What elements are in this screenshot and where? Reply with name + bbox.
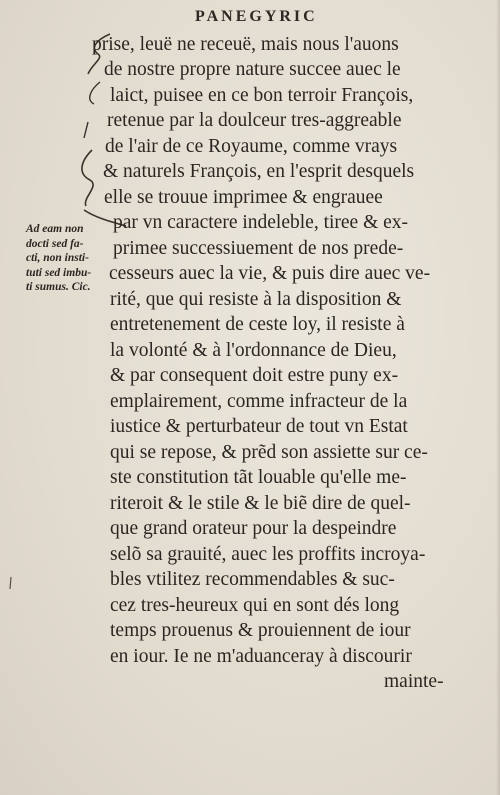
text-line: iustice & perturbateur de tout vn Estat <box>110 416 408 437</box>
text-line: selõ sa grauité, auec les proffits incroya- <box>110 544 426 565</box>
text-line: retenue par la doulceur tres-aggreable <box>107 110 402 131</box>
marginal-note <box>26 222 114 295</box>
text-line: de nostre propre nature succee auec le <box>104 59 401 80</box>
text-line: cez tres-heureux qui en sont dés long <box>110 595 400 616</box>
catchword: mainte- <box>384 671 444 692</box>
marginal-note-line: docti sed fa- <box>26 237 84 250</box>
text-line: rité, que qui resiste à la disposition & <box>110 289 402 310</box>
marginal-note-line: Ad eam non <box>26 223 84 235</box>
text-line: ste constitution tãt louable qu'elle me- <box>110 467 407 488</box>
text-line: emplairement, comme infracteur de la <box>110 391 408 412</box>
text-line: cesseurs auec la vie, & puis dire auec ve- <box>109 263 431 284</box>
text-line: & par consequent doit estre puny ex- <box>110 365 399 386</box>
text-line: en iour. Ie ne m'aduanceray à discourir <box>110 646 412 667</box>
text-line: elle se trouue imprimee & engrauee <box>104 187 383 208</box>
text-line: bles vtilitez recommendables & suc- <box>110 569 395 590</box>
text-line: que grand orateur pour la despeindre <box>110 518 397 539</box>
text-line: laict, puisee en ce bon terroir François, <box>110 85 414 106</box>
text-line: temps prouenus & prouiennent de iour <box>110 620 411 641</box>
text-line: & naturels François, en l'esprit desquels <box>103 161 415 182</box>
page-edge-shadow <box>496 0 500 795</box>
text-line: primee successiuement de nos prede- <box>113 238 404 259</box>
text-line: entretenement de ceste loy, il resiste à <box>110 314 405 335</box>
marginal-note-line: cti, non insti- <box>26 252 89 264</box>
stray-ink-mark <box>8 576 14 590</box>
text-line: la volonté & à l'ordonnance de Dieu, <box>110 340 397 361</box>
text-line: prise, leuë ne receuë, mais nous l'auons <box>92 34 399 55</box>
text-line: de l'air de ce Royaume, comme vrays <box>105 136 398 157</box>
text-line: riteroit & le stile & le biẽ dire de quel- <box>110 493 411 514</box>
text-line: par vn caractere indeleble, tiree & ex- <box>113 212 409 233</box>
marginal-note-line: ti sumus. Cic. <box>26 281 91 293</box>
running-header: PANEGYRIC <box>195 8 318 25</box>
text-line: qui se repose, & prẽd son assiette sur ce- <box>110 442 428 463</box>
marginal-note-line: tuti sed imbu- <box>26 266 92 279</box>
